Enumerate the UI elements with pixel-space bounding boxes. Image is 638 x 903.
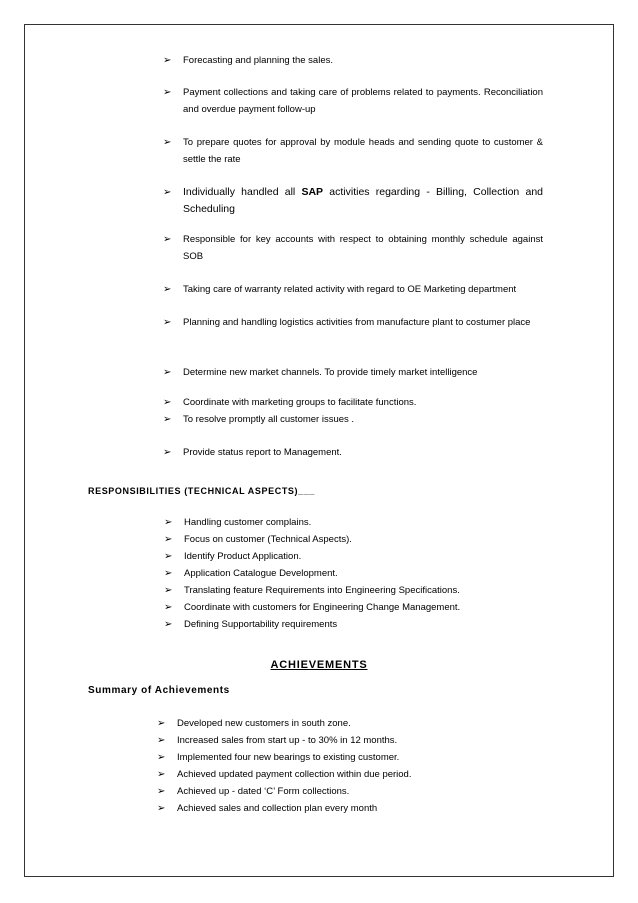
arrow-bullet-icon: ➢	[163, 55, 172, 66]
technical-item-text: Defining Supportability requirements	[184, 619, 338, 630]
arrow-bullet-icon: ➢	[157, 735, 166, 746]
arrow-bullet-icon: ➢	[163, 367, 172, 378]
achievement-text: Developed new customers in south zone.	[177, 718, 351, 729]
duty-text: Planning and handling logistics activities from manufacture plant to costumer place	[183, 317, 531, 328]
arrow-bullet-icon: ➢	[163, 414, 172, 425]
duty-text: Determine new market channels. To provide timely market intelligence	[183, 367, 478, 378]
duty-text: Taking care of warranty related activity with regard to OE Marketing department	[183, 284, 517, 295]
sap-prefix: Individually handled all	[183, 186, 302, 198]
duty-text: Forecasting and planning the sales.	[183, 55, 333, 66]
arrow-bullet-icon: ➢	[163, 397, 172, 408]
achievement-text: Increased sales from start up - to 30% in 12 months.	[177, 735, 398, 746]
arrow-bullet-icon: ➢	[164, 619, 173, 630]
achievement-text: Achieved updated payment collection within due period.	[177, 769, 412, 780]
technical-item-text: Identify Product Application.	[184, 551, 302, 562]
arrow-bullet-icon: ➢	[164, 602, 173, 613]
arrow-bullet-icon: ➢	[163, 137, 172, 148]
summary-heading: Summary of Achievements	[88, 685, 230, 696]
sap-bold: SAP	[301, 186, 324, 198]
arrow-bullet-icon: ➢	[157, 786, 166, 797]
technical-item-text: Application Catalogue Development.	[184, 568, 338, 579]
arrow-bullet-icon: ➢	[164, 551, 173, 562]
arrow-bullet-icon: ➢	[163, 187, 172, 198]
arrow-bullet-icon: ➢	[163, 87, 172, 98]
sap-suffix: activities regarding - Billing, Collection and Scheduling	[183, 186, 544, 215]
arrow-bullet-icon: ➢	[164, 568, 173, 579]
arrow-bullet-icon: ➢	[164, 534, 173, 545]
duty-text: To prepare quotes for approval by module heads and sending quote to customer & settle the rate	[183, 137, 543, 165]
technical-item-text: Translating feature Requirements into Engineering Specifications.	[184, 585, 460, 596]
technical-heading: RESPONSIBILITIES (TECHNICAL ASPECTS)___	[88, 486, 315, 496]
technical-item-text: Coordinate with customers for Engineering Change Management.	[184, 602, 461, 613]
duty-text: Payment collections and taking care of problems related to payments. Reconciliation and overdue payment follow-up	[183, 87, 543, 115]
duty-text: Coordinate with marketing groups to facilitate functions.	[183, 397, 417, 408]
arrow-bullet-icon: ➢	[164, 585, 173, 596]
duty-text: Responsible for key accounts with respect to obtaining monthly schedule against SOB	[183, 234, 543, 262]
technical-item-text: Focus on customer (Technical Aspects).	[184, 534, 352, 545]
arrow-bullet-icon: ➢	[163, 317, 172, 328]
arrow-bullet-icon: ➢	[157, 752, 166, 763]
arrow-bullet-icon: ➢	[163, 234, 172, 245]
achievement-text: Achieved sales and collection plan every month	[177, 803, 378, 814]
achievement-text: Implemented four new bearings to existing customer.	[177, 752, 400, 763]
arrow-bullet-icon: ➢	[163, 284, 172, 295]
technical-item-text: Handling customer complains.	[184, 517, 312, 528]
arrow-bullet-icon: ➢	[163, 447, 172, 458]
arrow-bullet-icon: ➢	[157, 803, 166, 814]
arrow-bullet-icon: ➢	[164, 517, 173, 528]
duty-text-sap	[183, 184, 543, 218]
duty-text: Provide status report to Management.	[183, 447, 342, 458]
achievements-heading: ACHIEVEMENTS	[270, 659, 368, 671]
arrow-bullet-icon: ➢	[157, 769, 166, 780]
achievement-text: Achieved up - dated ‘C’ Form collections.	[177, 786, 350, 797]
arrow-bullet-icon: ➢	[157, 718, 166, 729]
duty-text: To resolve promptly all customer issues .	[183, 414, 355, 425]
